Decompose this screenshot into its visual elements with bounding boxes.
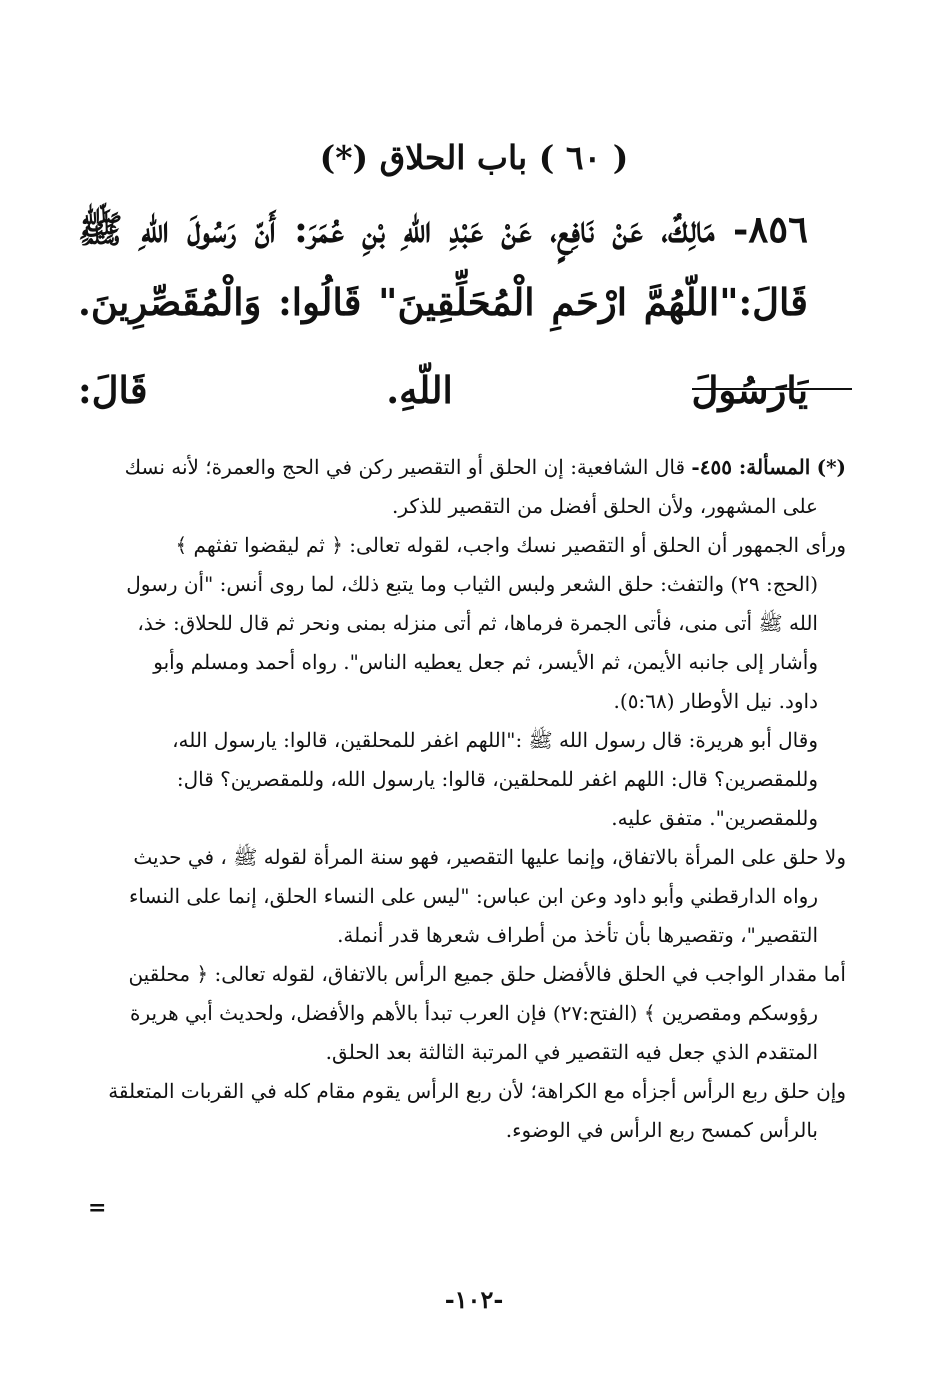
footnote-paragraph-2 <box>78 526 846 721</box>
footnote-block <box>78 448 846 1150</box>
footnote-line: وإن حلق ربع الرأس أجزأه مع الكراهة؛ لأن ربع الرأس يقوم مقام كله في القربات المتعلقة <box>108 1079 846 1103</box>
footnote-paragraph-1 <box>78 448 846 526</box>
footnote-line: المتقدم الذي جعل فيه التقصير في المرتبة الثالثة بعد الحلق. <box>325 1040 818 1064</box>
footnote-line: الله ﷺ أتى منى، فأتى الجمرة فرماها، ثم أتى منزله بمنى ونحر ثم قال للحلاق: خذ، <box>137 611 818 635</box>
footnote-line: وللمقصرين". متفق عليه. <box>611 806 818 830</box>
footnote-paragraph-6 <box>78 1072 846 1150</box>
footnote-line: (الحج: ٢٩) والتفث: حلق الشعر ولبس الثياب وما يتبع ذلك، لما روى أنس: "أن رسول <box>126 572 818 596</box>
footnote-line: وأشار إلى جانبه الأيمن، ثم الأيسر، ثم جعل يعطيه الناس". رواه أحمد ومسلم وأبو <box>153 650 818 674</box>
footnote-paragraph-5 <box>78 955 846 1072</box>
footnote-paragraph-3 <box>78 721 846 838</box>
hadith-line-1: ٨٥٦- مَالِكٌ، عَنْ نَافِعٍ، عَنْ عَبْدِ اللهِ بْنِ عُمَرَ: أَنّ رَسُولَ اللّهِ ﷺ <box>78 207 808 251</box>
footnote-separator <box>692 388 852 390</box>
footnote-text: قال الشافعية: إن الحلق أو التقصير ركن في الحج والعمرة؛ لأنه نسك <box>124 455 686 479</box>
footnote-line: ورأى الجمهور أن الحلق أو التقصير نسك واجب، لقوله تعالى: ﴿ ثم ليقضوا تفثهم ﴾ <box>175 533 846 557</box>
footnote-line: داود. نيل الأوطار (٥:٦٨). <box>613 689 818 713</box>
footnote-line: ولا حلق على المرأة بالاتفاق، وإنما عليها التقصير، فهو سنة المرأة لقوله ﷺ ، في حديث <box>133 845 846 869</box>
page-number: -١٠٢- <box>444 1285 504 1314</box>
chapter-title: ( ٦٠ ) باب الحلاق (*) <box>319 138 629 177</box>
footnote-marker: (*) <box>816 455 846 479</box>
footnote-line <box>78 448 846 487</box>
hadith-line-2: قَالَ:"اللّهُمَّ ارْحَمِ الْمُحَلِّقِينَ" قَالُوا: وَالْمُقَصِّرِينَ. يَارَسُولَ اللّهِ. قَالَ: <box>78 280 808 412</box>
footnote-line: رواه الدارقطني وأبو داود وعن ابن عباس: "ليس على النساء الحلق، إنما على النساء <box>129 884 818 908</box>
footnote-line: بالرأس كمسح ربع الرأس في الوضوء. <box>505 1118 818 1142</box>
issue-label: المسألة: ٤٥٥- <box>691 455 811 479</box>
footnote-line: وللمقصرين؟ قال: اللهم اغفر للمحلقين، قالوا: يارسول الله، وللمقصرين؟ قال: <box>176 767 818 791</box>
footnote-line: أما مقدار الواجب في الحلق فالأفضل حلق جميع الرأس بالاتفاق، لقوله تعالى: ﴿ محلقين <box>128 962 846 986</box>
footnote-line: وقال أبو هريرة: قال رسول الله ﷺ :"اللهم اغفر للمحلقين، قالوا: يارسول الله، <box>172 728 818 752</box>
footnote-paragraph-4 <box>78 838 846 955</box>
footnote-line: التقصير"، وتقصيرها بأن تأخذ من أطراف شعرها قدر أنملة. <box>337 923 818 947</box>
footnote-line: رؤوسكم ومقصرين ﴾ (الفتح:٢٧) فإن العرب تبدأ بالأهم والأفضل، ولحديث أبي هريرة <box>130 1001 818 1025</box>
footnote-line: على المشهور، ولأن الحلق أفضل من التقصير للذكر. <box>392 494 818 518</box>
continuation-mark: = <box>88 1195 107 1221</box>
